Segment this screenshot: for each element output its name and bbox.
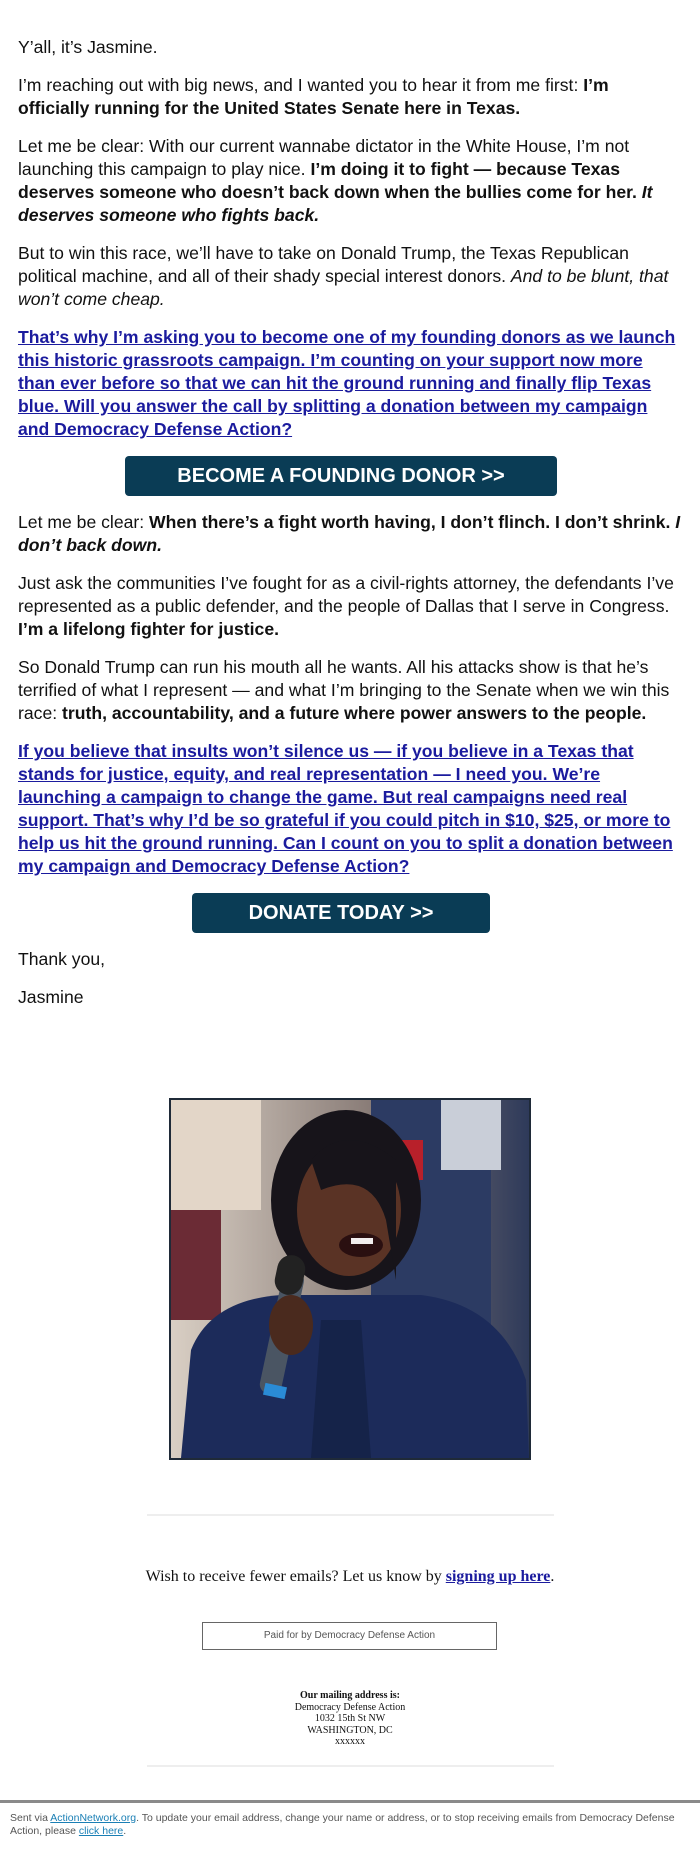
paragraph-record <box>18 572 682 641</box>
signature: Jasmine <box>18 987 84 1007</box>
donate-button-row <box>18 893 682 933</box>
divider-bottom <box>147 1765 554 1767</box>
text-segment: Just ask the communities I’ve fought for as a civil-rights attorney, the defendants I’ve represented as a public defender, and the people of Dallas that I serve in Congress. <box>18 573 674 616</box>
footer-separator <box>0 1800 700 1803</box>
founding-donor-button-row <box>18 456 682 496</box>
candidate-photo <box>169 1098 531 1460</box>
text-segment: But to win this race, we’ll have to take on Donald Trump, the Texas Republican political machine, and all of their shady special interest donors. <box>18 243 629 286</box>
paragraph-announcement <box>18 74 682 120</box>
bold-italic-segment: I don’t back down. <box>18 512 681 555</box>
signing-up-here-link[interactable]: signing up here <box>445 1568 551 1585</box>
bold-italic-segment: It deserves someone who fights back. <box>18 182 653 225</box>
sent-via-footer <box>10 1812 680 1838</box>
bold-segment: I’m a lifelong fighter for justice. <box>18 619 280 639</box>
donate-today-button[interactable]: DONATE TODAY >> <box>192 893 490 933</box>
actionnetwork-link[interactable]: ActionNetwork.org <box>50 1812 137 1824</box>
address-line: WASHINGTON, DC <box>307 1724 393 1736</box>
mailing-address <box>0 1690 700 1748</box>
cta-paragraph-1 <box>18 326 682 441</box>
address-line: 1032 15th St NW <box>314 1713 386 1724</box>
click-here-link[interactable]: click here <box>78 1825 124 1837</box>
paragraph-clear <box>18 511 682 557</box>
address-line: xxxxxx <box>335 1736 365 1747</box>
portrait-illustration <box>171 1100 529 1458</box>
signoff: Thank you, <box>18 949 106 969</box>
divider-top <box>147 1514 554 1516</box>
sent-via-text: Sent via <box>10 1812 51 1824</box>
paragraph-trump <box>18 656 682 725</box>
greeting: Y’all, it’s Jasmine. <box>18 37 158 57</box>
bold-segment: When there’s a fight worth having, I don’t flinch. I don’t shrink. <box>149 512 676 532</box>
donate-link[interactable]: If you believe that insults won’t silence us — if you believe in a Texas that stands for justice, equity, and real representation — I need you. We’re launching a campaign to change the game. But real campaigns need real support. That’s why I’d be so grateful if you could pitch in $10, $25, or more to help us hit the ground running. Can I count on you to split a donation between my campaign and Democracy Defense Action? <box>18 741 673 876</box>
fewer-emails-notice <box>0 1568 700 1586</box>
email-body <box>18 36 682 1024</box>
text-segment: Let me be clear: With our current wannabe dictator in the White House, I’m not launching this campaign to play nice. <box>18 136 630 179</box>
cta-paragraph-2 <box>18 740 682 878</box>
address-line: Democracy Defense Action <box>294 1701 406 1713</box>
period: . <box>550 1568 555 1585</box>
period: . <box>123 1825 127 1837</box>
bold-segment: I’m doing it to fight — because Texas deserves someone who doesn’t back down when the bullies come for her. <box>18 159 642 202</box>
text-segment: Let me be clear: <box>18 512 150 532</box>
text-segment: So Donald Trump can run his mouth all he wants. All his attacks show is that he’s terrified of what I represent — and what I’m bringing to the Senate when we win this race: <box>18 657 670 723</box>
bold-segment: I’m officially running for the United States Senate here in Texas. <box>18 75 609 118</box>
fewer-emails-text: Wish to receive fewer emails? Let us know by <box>145 1568 446 1585</box>
become-founding-donor-button[interactable]: BECOME A FOUNDING DONOR >> <box>125 456 557 496</box>
paid-for-disclaimer: Paid for by Democracy Defense Action <box>202 1622 497 1650</box>
paragraph-opponents <box>18 242 682 311</box>
bold-segment: truth, accountability, and a future where power answers to the people. <box>62 703 647 723</box>
address-heading: Our mailing address is: <box>300 1690 400 1701</box>
unsubscribe-text: . To update your email address, change your name or address, or to stop receiving emails from Democracy Defense Action, please <box>10 1812 675 1837</box>
founding-donor-link[interactable]: That’s why I’m asking you to become one of my founding donors as we launch this historic grassroots campaign. I’m counting on your support now more than ever before so that we can hit the ground running and finally flip Texas blue. Will you answer the call by splitting a donation between my campaign and Democracy Defense Action? <box>18 327 676 439</box>
paragraph-fight <box>18 135 682 227</box>
text-segment: I’m reaching out with big news, and I wanted you to hear it from me first: <box>18 75 584 95</box>
italic-segment: And to be blunt, that won’t come cheap. <box>18 266 669 309</box>
